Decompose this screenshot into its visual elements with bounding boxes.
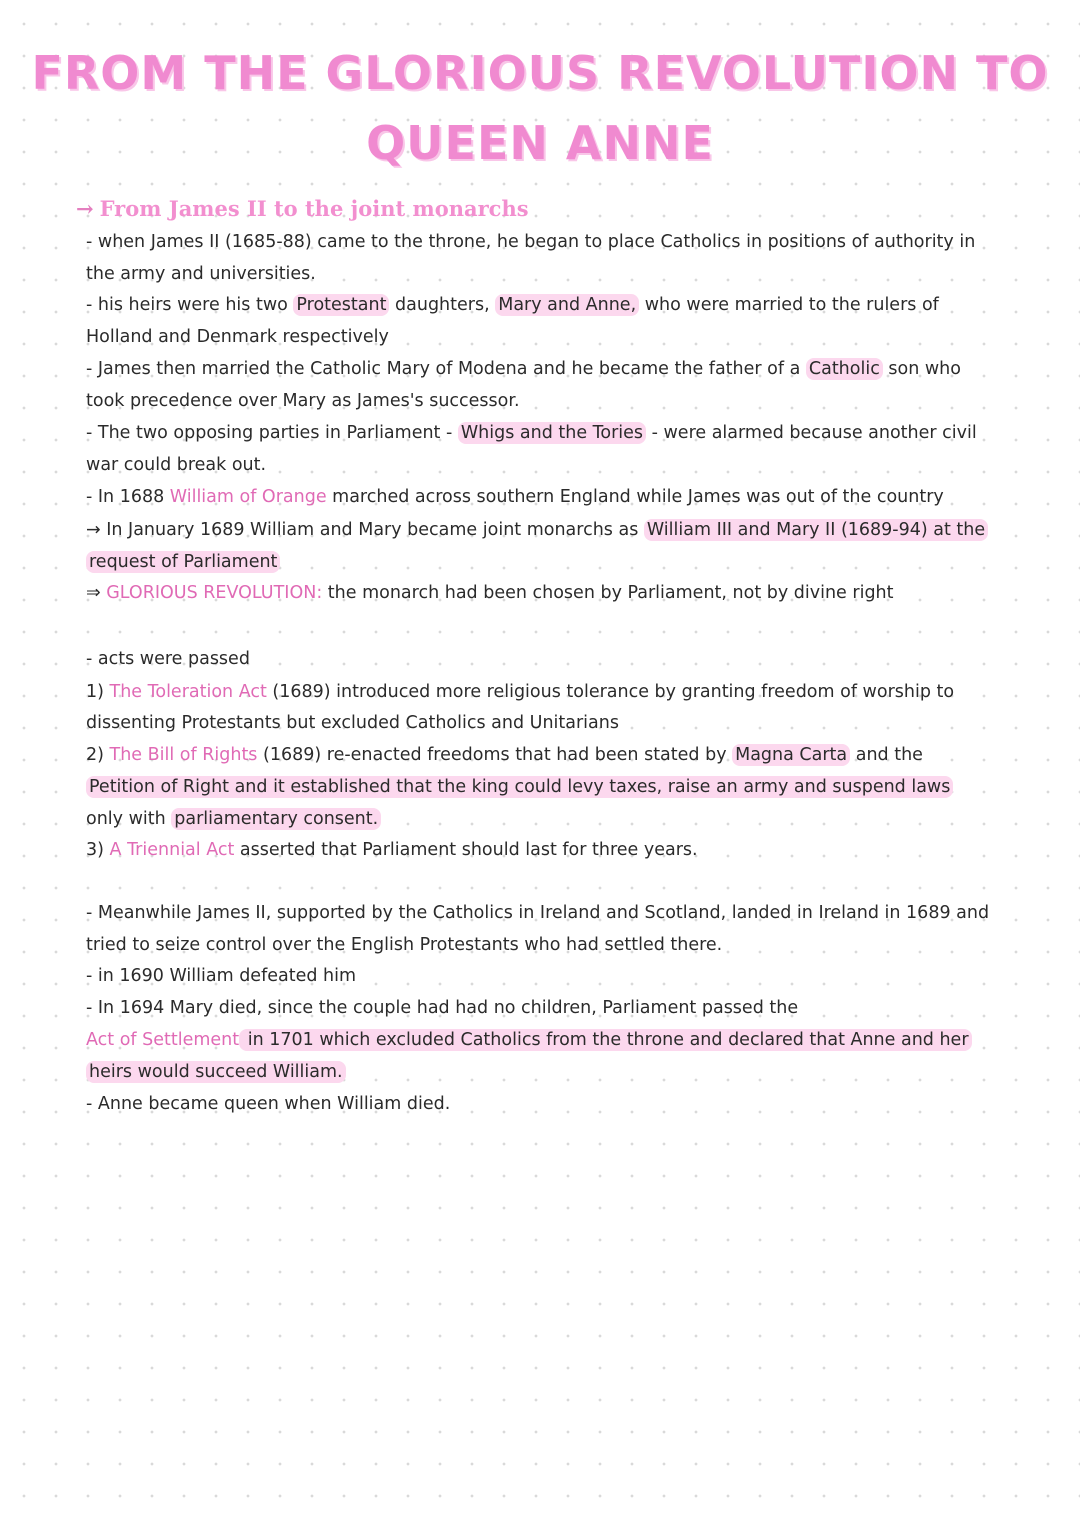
highlight: A Triennial Act: [109, 840, 235, 860]
note-line: [86, 550, 1026, 574]
highlight: Act of Settlement: [86, 1030, 240, 1050]
highlight: Whigs and the Tories: [458, 422, 646, 444]
highlight: The Bill of Rights: [109, 745, 258, 765]
note-line: - acts were passed: [86, 649, 250, 669]
note-line: - Meanwhile James II, supported by the Catholics in Ireland and Scotland, landed in Ireland in 1689 and: [86, 903, 990, 923]
note-line: - Anne became queen when William died.: [86, 1094, 451, 1114]
highlight: Petition of Right and it established that the king could levy taxes, raise an army and suspend laws: [86, 776, 953, 798]
highlight: Protestant: [293, 294, 389, 316]
note-line: - The two opposing parties in Parliament - Whigs and the Tories - were alarmed because another civil: [86, 423, 977, 443]
highlight: in 1701 which excluded Catholics from the throne and declared that Anne and her: [239, 1029, 971, 1051]
highlight: William III and Mary II (1689-94) at the: [644, 519, 988, 541]
page-title-line-2: QUEEN ANNE: [366, 116, 714, 170]
note-line: tried to seize control over the English Protestants who had settled there.: [86, 935, 723, 955]
note-line: 1) The Toleration Act (1689) introduced more religious tolerance by granting freedom of worship to: [86, 682, 955, 702]
arrow-icon: →: [76, 196, 94, 221]
note-line: - when James II (1685-88) came to the throne, he began to place Catholics in positions of authority in: [86, 232, 976, 252]
note-line: - In 1688 William of Orange marched across southern England while James was out of the country: [86, 487, 944, 507]
note-line: - his heirs were his two Protestant daughters, Mary and Anne, who were married to the rulers of: [86, 295, 939, 315]
highlight: parliamentary consent.: [171, 808, 381, 830]
note-line: Holland and Denmark respectively: [86, 327, 389, 347]
highlight: heirs would succeed William.: [86, 1061, 346, 1083]
note-line: - In 1694 Mary died, since the couple had had no children, Parliament passed the: [86, 998, 799, 1018]
note-line: war could break out.: [86, 455, 267, 475]
note-line: 3) A Triennial Act asserted that Parliament should last for three years.: [86, 840, 698, 860]
highlight: William of Orange: [169, 487, 327, 507]
highlight: Catholic: [806, 358, 883, 380]
section-heading-text: From James II to the joint monarchs: [99, 196, 529, 221]
note-line: - James then married the Catholic Mary of Modena and he became the father of a Catholic son who: [86, 359, 961, 379]
note-line: dissenting Protestants but excluded Catholics and Unitarians: [86, 713, 619, 733]
note-line: 2) The Bill of Rights (1689) re-enacted freedoms that had been stated by Magna Carta and the: [86, 745, 923, 765]
note-line: only with parliamentary consent.: [86, 807, 1026, 831]
note-line: - in 1690 William defeated him: [86, 966, 357, 986]
highlight: Magna Carta: [732, 744, 850, 766]
section-heading: [76, 196, 529, 221]
note-line: → In January 1689 William and Mary became joint monarchs as William III and Mary II (1689-94) at the: [86, 518, 1026, 542]
note-line: [86, 775, 1026, 799]
note-line: [86, 1028, 1026, 1052]
note-line: took precedence over Mary as James's successor.: [86, 391, 520, 411]
page-title: FROM THE GLORIOUS REVOLUTION TO: [31, 46, 1049, 100]
highlight: Mary and Anne,: [495, 294, 639, 316]
note-line: ⇒ GLORIOUS REVOLUTION: the monarch had been chosen by Parliament, not by divine right: [86, 583, 894, 603]
note-line: [86, 1060, 1026, 1084]
highlight: The Toleration Act: [109, 682, 267, 702]
highlight: request of Parliament: [86, 551, 280, 573]
note-line: the army and universities.: [86, 264, 316, 284]
highlight: GLORIOUS REVOLUTION:: [106, 583, 323, 603]
